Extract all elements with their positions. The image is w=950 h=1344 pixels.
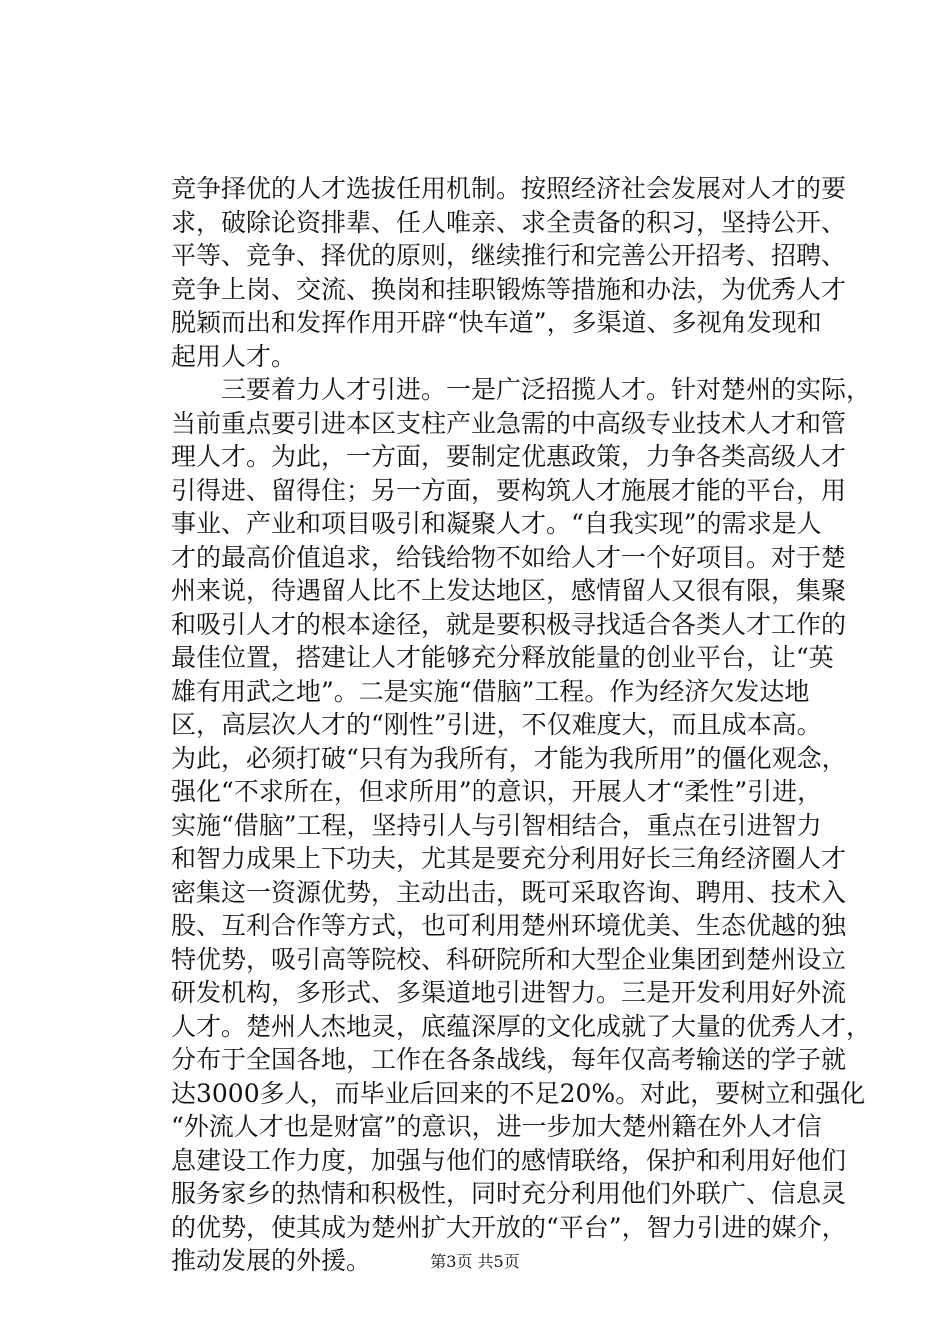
text-line: 区，高层次人才的“刚性”引进，不仅难度大，而且成本高。 xyxy=(171,710,822,739)
text-line: 求，破除论资排辈、任人唯亲、求全责备的积习，坚持公开、 xyxy=(171,207,847,237)
text-line: 的优势，使其成为楚州扩大开放的“平台”，智力引进的媒介， xyxy=(171,1212,847,1242)
text-line: 平等、竞争、择优的原则，继续推行和完善公开招考、招聘、 xyxy=(171,241,847,270)
text-line: 事业、产业和项目吸引和凝聚人才。“自我实现”的需求是人 xyxy=(171,509,822,538)
page-footer: 第3页 共5页 xyxy=(430,1252,520,1271)
text-line: 理人才。为此，一方面，要制定优惠政策，力争各类高级人才 xyxy=(171,442,847,471)
text-line: 竞争上岗、交流、换岗和挂职锻炼等措施和办法，为优秀人才 xyxy=(171,274,847,304)
text-line: 息建设工作力度，加强与他们的感情联络，保护和利用好他们 xyxy=(171,1145,847,1175)
text-line: 和智力成果上下功夫，尤其是要充分利用好长三角经济圈人才 xyxy=(171,844,847,873)
text-line: 三要着力人才引进。一是广泛招揽人才。针对楚州的实际， xyxy=(221,375,872,404)
text-line: 股、互利合作等方式，也可利用楚州环境优美、生态优越的独 xyxy=(171,911,847,940)
text-line: 密集这一资源优势，主动出击，既可采取咨询、聘用、技术入 xyxy=(171,877,847,907)
text-line: 人才。楚州人杰地灵，底蕴深厚的文化成就了大量的优秀人才， xyxy=(171,1011,872,1041)
text-line: 州来说，待遇留人比不上发达地区，感情留人又很有限，集聚 xyxy=(171,576,847,605)
text-line: 最佳位置，搭建让人才能够充分释放能量的创业平台，让“英 xyxy=(171,643,834,672)
text-line: 服务家乡的热情和积极性，同时充分利用他们外联广、信息灵 xyxy=(171,1179,847,1208)
text-line: 分布于全国各地，工作在各条战线，每年仅高考输送的学子就 xyxy=(171,1045,847,1074)
text-line: 特优势，吸引高等院校、科研院所和大型企业集团到楚州设立 xyxy=(171,944,847,974)
text-line: 研发机构，多形式、多渠道地引进智力。三是开发利用好外流 xyxy=(171,978,847,1007)
text-line: 当前重点要引进本区支柱产业急需的中高级专业技术人才和管 xyxy=(171,408,847,438)
text-line: 起用人才。 xyxy=(171,341,297,371)
text-line: 强化“不求所在，但求所用”的意识，开展人才“柔性”引进， xyxy=(171,777,823,806)
text-line: 才的最高价值追求，给钱给物不如给人才一个好项目。对于楚 xyxy=(171,542,847,572)
body-text xyxy=(171,172,872,1278)
text-line: 引得进、留得住；另一方面，要构筑人才施展才能的平台，用 xyxy=(171,475,847,505)
text-line: 实施“借脑”工程，坚持引人与引智相结合，重点在引进智力 xyxy=(171,810,822,840)
text-line: 推动发展的外援。 xyxy=(171,1246,372,1275)
text-line: 达3000多人，而毕业后回来的不足20%。对此，要树立和强化 xyxy=(171,1078,866,1108)
text-line: 竞争择优的人才选拔任用机制。按照经济社会发展对人才的要 xyxy=(171,174,847,203)
text-line: 脱颖而出和发挥作用开辟“快车道”，多渠道、多视角发现和 xyxy=(171,308,822,337)
text-line: 为此，必须打破“只有为我所有，才能为我所用”的僵化观念， xyxy=(171,743,847,773)
text-line: 雄有用武之地”。二是实施“借脑”工程。作为经济欠发达地 xyxy=(171,676,810,706)
text-line: “外流人才也是财富”的意识，进一步加大楚州籍在外人才信 xyxy=(171,1112,822,1141)
text-line: 和吸引人才的根本途径，就是要积极寻找适合各类人才工作的 xyxy=(171,609,847,639)
